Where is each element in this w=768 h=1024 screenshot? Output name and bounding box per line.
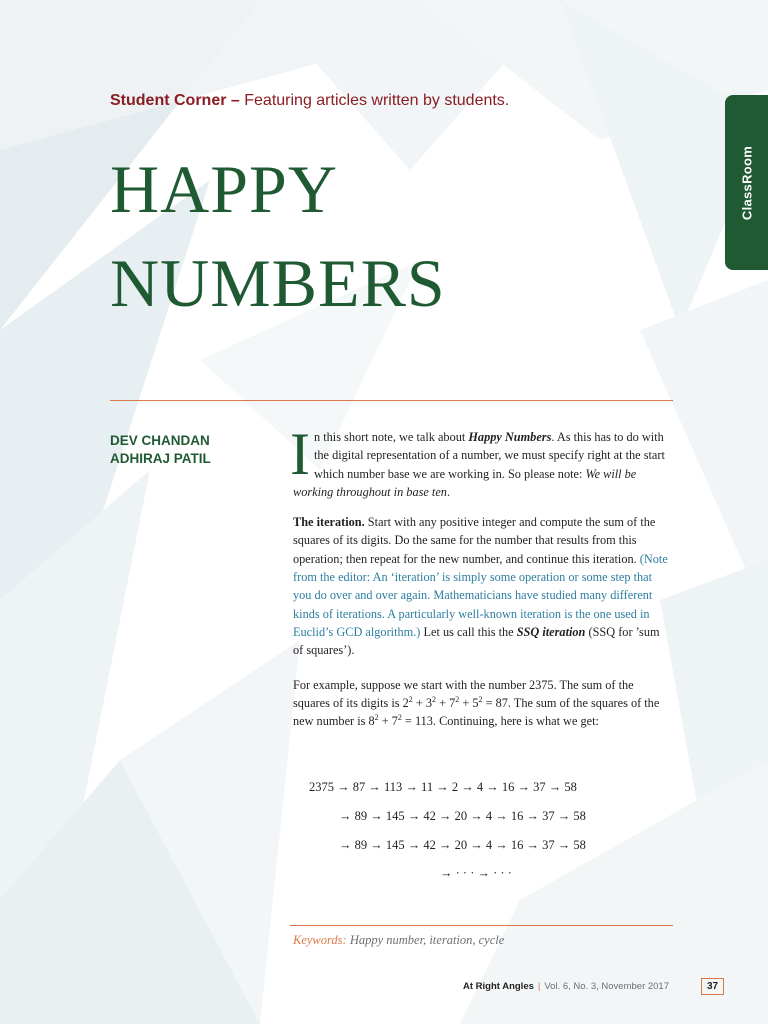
text-run: + 3	[412, 695, 433, 710]
exponent: 2	[455, 694, 460, 704]
text-run: = 87. The sum of the squares of the new number is 8	[293, 695, 660, 729]
corner-tagline: Featuring articles written by students.	[239, 92, 510, 109]
text-run: . As this has to do with the digital representation of a number, we must specify right at the start which number base we are working in. So please note:	[313, 430, 665, 481]
keywords-line	[293, 933, 504, 948]
text-run: Let us call this the	[420, 624, 517, 639]
text-run: + 7	[436, 695, 456, 710]
corner-label: Student Corner –	[110, 92, 240, 109]
iteration-chain: → 89 → 145 → 42 → 20 → 4 → 16 → 37 → 58	[339, 838, 586, 852]
base-ten-note: We will be working throughout in base ten	[293, 466, 637, 499]
title-line-1: HAPPY	[110, 151, 338, 227]
exponent: 2	[374, 713, 379, 723]
author-name: DEV CHANDAN	[110, 433, 210, 448]
editor-note: (Note from the editor: An ‘iteration’ is simply some operation or some step that you do over and over again. Mathematicians have studied many different kinds of iterations. A particularly well-known iteration is the one used in Euclid’s GCD algorithm.)	[293, 551, 668, 639]
text-run: + 5	[459, 695, 479, 710]
text-run: = 113. Continuing, here is what we get:	[401, 714, 599, 729]
ssq-term: SSQ iteration	[516, 624, 586, 639]
happy-numbers-term: Happy Numbers	[468, 430, 552, 444]
article-title	[110, 142, 446, 330]
iteration-chain-continuation: → · · · → · · ·	[440, 866, 512, 880]
article-body	[290, 421, 671, 730]
text-run: .	[446, 484, 451, 499]
text-run: For example, suppose we start with the number 2375. The sum of the squares of its digits is 2	[293, 677, 634, 710]
top-divider	[110, 400, 673, 401]
exponent: 2	[397, 713, 402, 723]
paragraph-iteration	[293, 513, 671, 659]
paragraph-intro	[290, 421, 671, 501]
classroom-side-tab	[725, 95, 768, 270]
keywords-text: Happy number, iteration, cycle	[346, 933, 505, 947]
keywords-divider	[290, 925, 673, 926]
exponent: 2	[478, 694, 483, 704]
paragraph-heading: The iteration.	[293, 515, 365, 530]
text-run: Start with any positive integer and compute the sum of the squares of its digits. Do the same for the number that results from this operation; then repeat for the new number, and continue this iteration.	[293, 515, 656, 566]
footer-separator: |	[537, 981, 541, 992]
text-run: n this short note, we talk about	[313, 430, 469, 444]
page-number: 37	[701, 978, 724, 995]
exponent: 2	[408, 694, 413, 704]
author-name: ADHIRAJ PATIL	[110, 451, 211, 466]
side-tab-label: ClassRoom	[739, 145, 754, 220]
iteration-chain: → 89 → 145 → 42 → 20 → 4 → 16 → 37 → 58	[339, 809, 586, 823]
paragraph-example	[293, 676, 671, 731]
text-run: (SSQ for ’sum of squares’).	[293, 624, 660, 658]
keywords-label: Keywords:	[293, 933, 347, 947]
text-run: + 7	[378, 714, 398, 729]
exponent: 2	[432, 694, 437, 704]
iteration-chain: 2375 → 87 → 113 → 11 → 2 → 4 → 16 → 37 → 58	[309, 780, 577, 794]
drop-cap: I	[290, 421, 310, 487]
magazine-name: At Right Angles	[463, 981, 534, 992]
title-line-2: NUMBERS	[110, 245, 446, 321]
author-list	[110, 432, 211, 468]
page-footer	[463, 981, 669, 992]
student-corner-header	[110, 92, 509, 110]
issue-info: Vol. 6, No. 3, November 2017	[544, 981, 670, 992]
